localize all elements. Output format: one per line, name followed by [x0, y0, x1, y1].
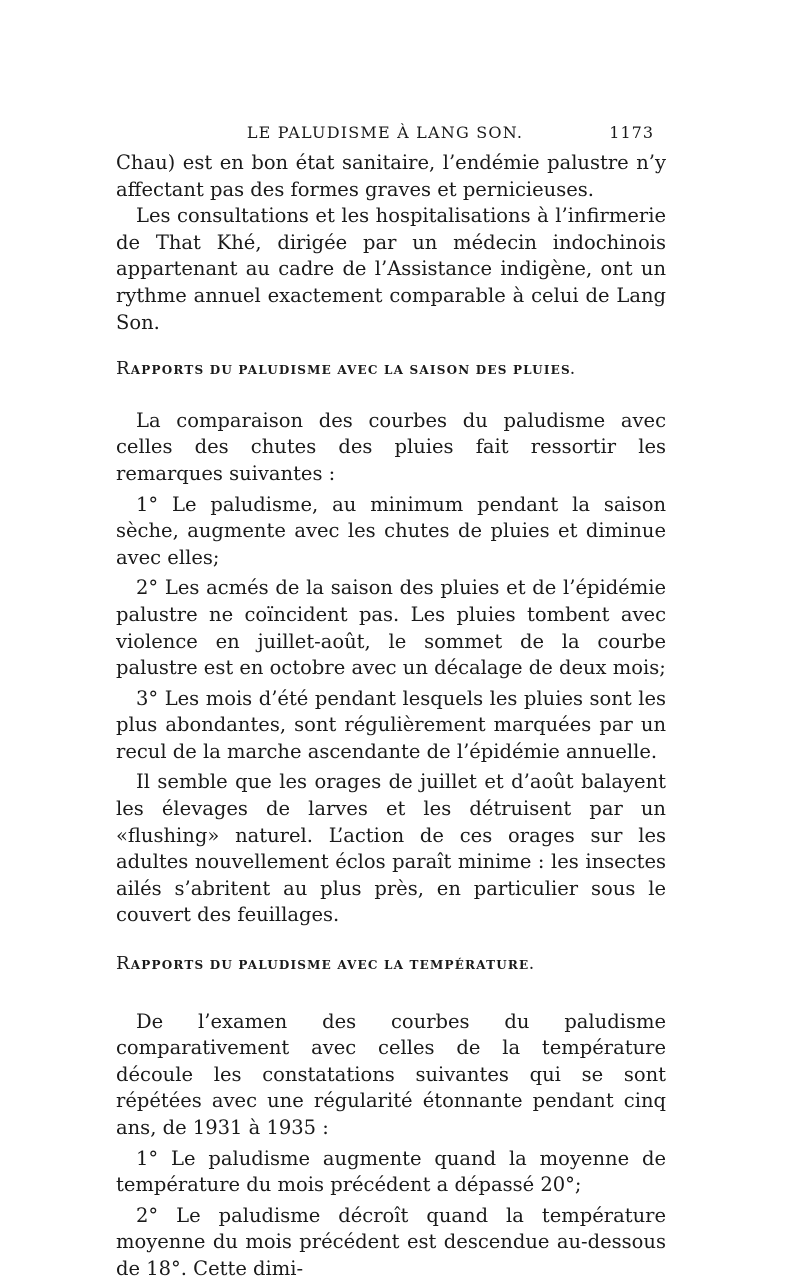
temperature-intro: De l’examen des courbes du paludisme comparativement avec celles de la température découle les constatations suivantes qui se sont répétées avec une régularité étonnante pendant cinq ans, de 1931 à 1935 :: [116, 1009, 666, 1139]
running-head-title: LE PALUDISME À LANG SON.: [246, 123, 524, 142]
rain-item-1: 1° Le paludisme, au minimum pendant la saison sèche, augmente avec les chutes de pluies et diminue avec elles;: [116, 492, 666, 569]
paragraph-continued: Chau) est en bon état sanitaire, l’endémie palustre n’y affectant pas des formes graves et pernicieuses.: [116, 151, 666, 201]
heading-initial: R: [116, 953, 131, 975]
paragraph-that-khe: Les consultations et les hospitalisations à l’infirmerie de That Khé, dirigée par un médecin indochinois appartenant au cadre de l’Assistance indigène, ont un rythme annuel exactement comparable à celui de Lang Son.: [116, 204, 666, 334]
section-heading-temperature: [116, 951, 666, 979]
heading-rest: APPORTS DU PALUDISME AVEC LA SAISON DES PLUIES.: [130, 363, 576, 378]
running-head: [116, 118, 654, 148]
heading-rest: APPORTS DU PALUDISME AVEC LA TEMPÉRATURE.: [130, 958, 535, 973]
body-text: [116, 150, 666, 1283]
rain-item-3: 3° Les mois d’été pendant lesquels les pluies sont les plus abondantes, sont régulièrement marquées par un recul de la marche ascendante de l’épidémie annuelle.: [116, 686, 666, 763]
rain-intro: La comparaison des courbes du paludisme avec celles des chutes des pluies fait ressortir les remarques suivantes :: [116, 408, 666, 485]
rain-paragraph: Il semble que les orages de juillet et d’août balayent les élevages de larves et les détruisent par un «flushing» naturel. L’action de ces orages sur les adultes nouvellement éclos paraît minime : les insectes ailés s’abritent au plus près, en particulier sous le couvert des feuillages.: [116, 770, 666, 927]
page-number: 1173: [609, 123, 654, 142]
rain-item-2: 2° Les acmés de la saison des pluies et de l’épidémie palustre ne coïncident pas. Les pluies tombent avec violence en juillet-août, le sommet de la courbe palustre est en octobre avec un décalage de deux mois;: [116, 576, 666, 680]
section-heading-rain: [116, 356, 666, 384]
heading-initial: R: [116, 358, 131, 380]
temperature-item-1: 1° Le paludisme augmente quand la moyenne de température du mois précédent a dépassé 20°;: [116, 1146, 666, 1197]
temperature-item-2: 2° Le paludisme décroît quand la température moyenne du mois précédent est descendue au-dessous de 18°. Cette dimi-: [116, 1203, 666, 1280]
